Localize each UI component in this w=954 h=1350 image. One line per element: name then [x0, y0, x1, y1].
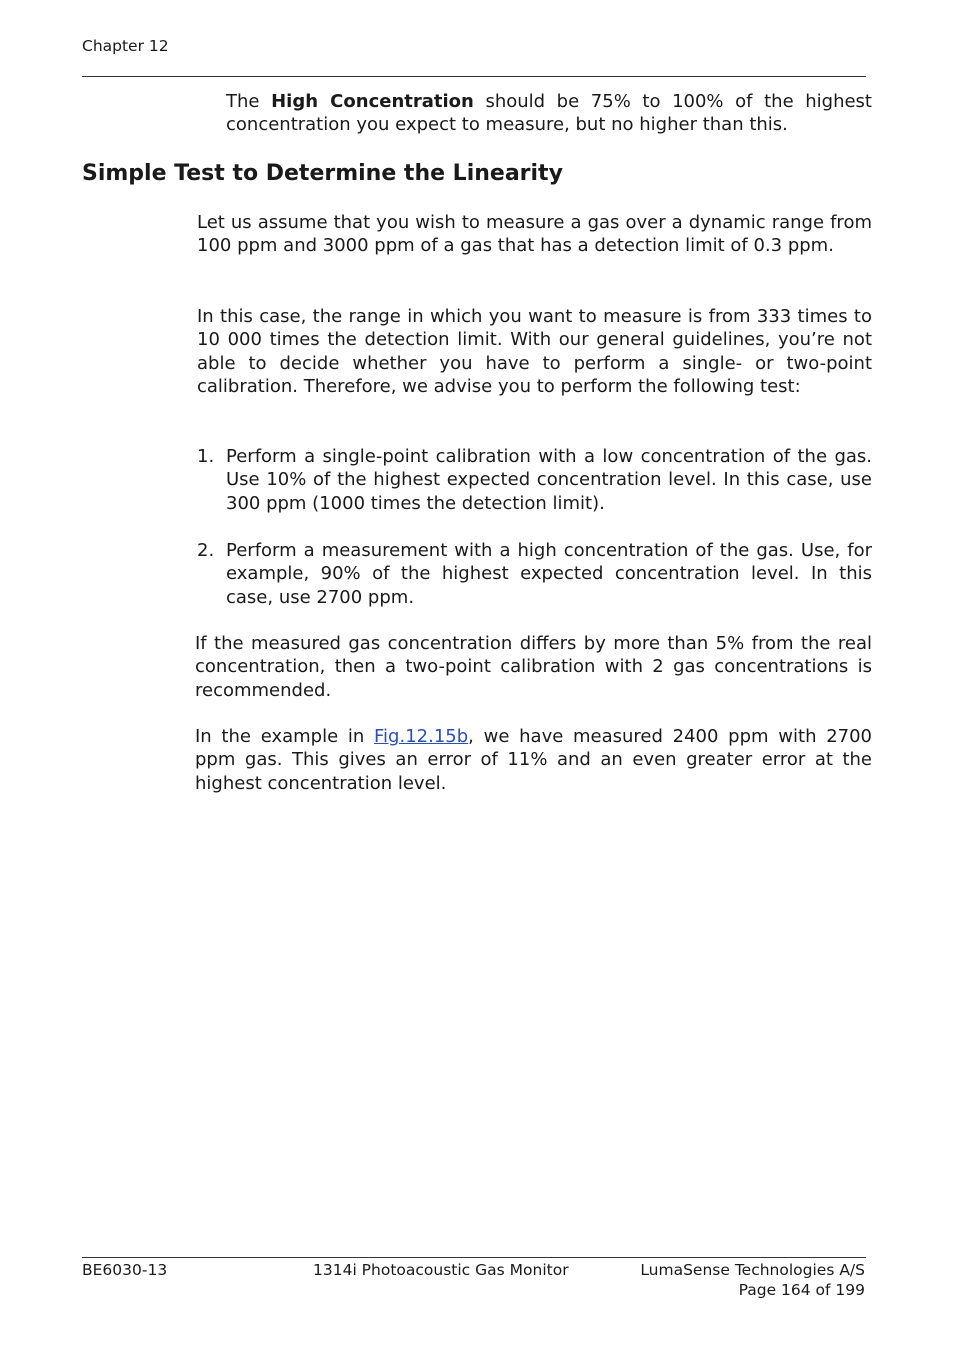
intro-text-after: should be 75% to 100% of the highest concentration you expect to measure, but no higher than this.: [226, 91, 872, 136]
footer-product: 1314i Photoacoustic Gas Monitor: [313, 1261, 569, 1279]
figure-link[interactable]: Fig.12.15b: [374, 726, 469, 747]
intro-paragraph: [226, 90, 872, 137]
list-item: [197, 445, 872, 515]
example-text-after: , we have measured 2400 ppm with 2700 ppm gas. This gives an error of 11% and an even greater error at the highest concentration level.: [195, 726, 872, 794]
footer-company: LumaSense Technologies A/S: [640, 1261, 865, 1279]
intro-bold-term: High Concentration: [271, 91, 474, 112]
paragraph-recommendation: If the measured gas concentration differs by more than 5% from the real concentration, then a two-point calibration with 2 gas concentrations is recommended.: [195, 633, 872, 701]
header-rule: [82, 76, 866, 77]
list-item-text: Perform a measurement with a high concentration of the gas. Use, for example, 90% of the highest expected concentration level. In this case, use 2700 ppm.: [226, 540, 872, 608]
chapter-header: Chapter 12: [82, 37, 169, 55]
list-item-number: 1.: [197, 446, 215, 467]
intro-text-before: The: [226, 91, 272, 112]
section-heading: Simple Test to Determine the Linearity: [82, 161, 563, 186]
paragraph-range-case: In this case, the range in which you want to measure is from 333 times to 10 000 times the detection limit. With our general guidelines, you’re not able to decide whether you have to perform a single- or two-point calibration. Therefore, we advise you to perform the following test:: [197, 306, 872, 398]
paragraph-dynamic-range: Let us assume that you wish to measure a gas over a dynamic range from 100 ppm and 3000 ppm of a gas that has a detection limit of 0.3 ppm.: [197, 212, 872, 257]
list-item-number: 2.: [197, 540, 215, 561]
footer-doc-id: BE6030-13: [82, 1261, 168, 1279]
footer-rule: [82, 1257, 866, 1258]
list-item-text: Perform a single-point calibration with a low concentration of the gas. Use 10% of the highest expected concentration level. In this case, use 300 ppm (1000 times the detection limit).: [226, 446, 872, 514]
footer-company-block: [600, 1261, 865, 1300]
example-text-before: In the example in: [195, 726, 375, 747]
footer-page-number: Page 164 of 199: [738, 1280, 865, 1299]
list-item: [197, 539, 872, 609]
paragraph-example: [195, 725, 872, 795]
